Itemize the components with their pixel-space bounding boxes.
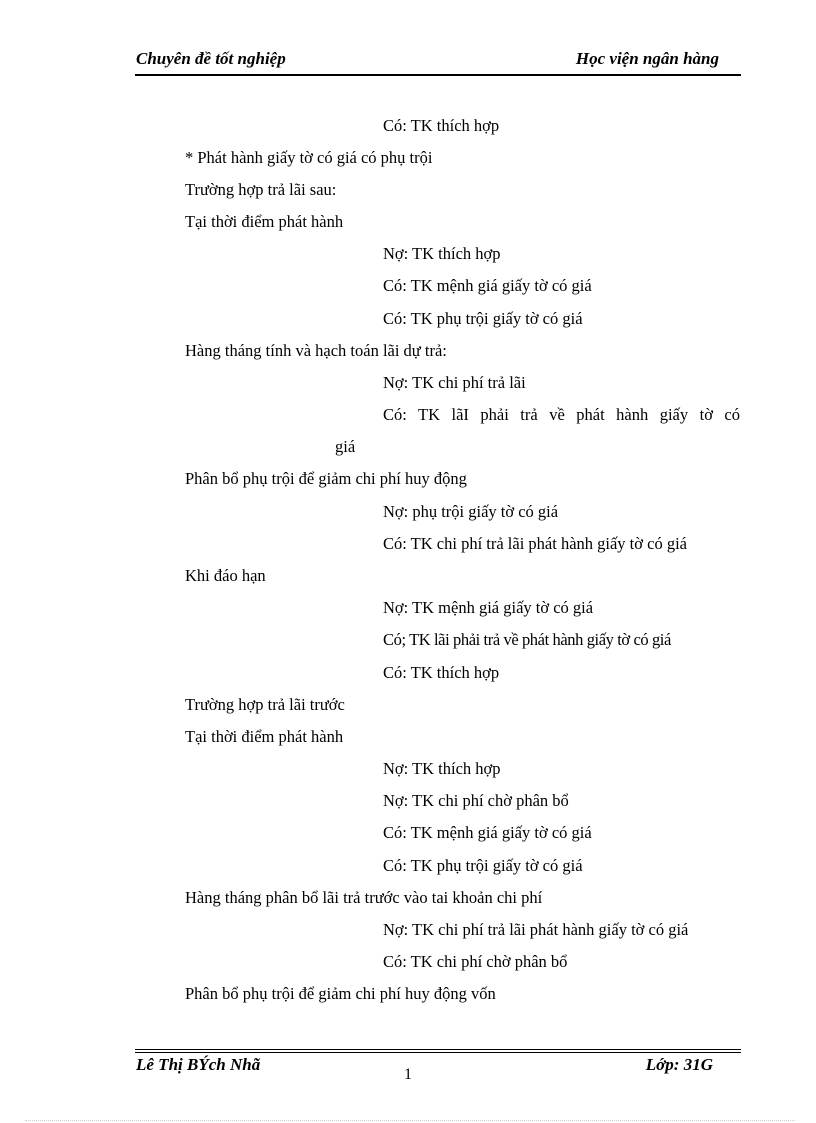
text-line: Hàng tháng tính và hạch toán lãi dự trả:: [185, 341, 447, 360]
footer-class: Lớp: 31G: [645, 1055, 713, 1074]
header-title-right: Học viện ngân hàng: [575, 49, 719, 68]
text-line: Nợ: TK thích hợp: [383, 244, 501, 263]
footer-author: Lê Thị BÝch Nhã: [136, 1055, 261, 1074]
text-line: Khi đáo hạn: [185, 566, 266, 585]
text-line: Tại thời điểm phát hành: [185, 727, 344, 746]
footer-rule: [135, 1052, 741, 1053]
text-line: Trường hợp trả lãi trước: [185, 695, 345, 714]
text-line: Hàng tháng phân bổ lãi trả trước vào tai khoản chi phí: [185, 888, 543, 907]
text-line: Có: TK mệnh giá giấy tờ có giá: [383, 823, 592, 842]
text-line: Nợ: TK chi phí trả lãi: [383, 373, 526, 392]
text-line: Nợ: TK thích hợp: [383, 759, 501, 778]
text-line: Trường hợp trả lãi sau:: [185, 180, 337, 199]
footer-rule: [135, 1049, 741, 1050]
text-line: Phân bổ phụ trội để giảm chi phí huy động: [185, 469, 467, 488]
page-footer: [135, 1049, 741, 1089]
text-line: Có: TK thích hợp: [383, 116, 500, 135]
text-line: Có; TK lãi phải trả về phát hành giấy tờ có giá: [383, 630, 671, 649]
text-line: Nợ: TK chi phí trả lãi phát hành giấy tờ có giá: [383, 920, 689, 939]
text-line: Có: TK phụ trội giấy tờ có giá: [383, 309, 583, 328]
text-line: Có: TK chi phí trả lãi phát hành giấy tờ có giá: [383, 534, 687, 553]
header-title-left: Chuyên đề tốt nghiệp: [136, 49, 286, 68]
page-number: 1: [404, 1066, 412, 1083]
text-line: * Phát hành giấy tờ có giá có phụ trội: [185, 148, 433, 167]
text-line: giá: [335, 437, 356, 456]
text-line: Có: TK phụ trội giấy tờ có giá: [383, 856, 583, 875]
text-line: Có: TK lãI phải trả về phát hành giấy tờ có: [383, 405, 740, 424]
page-edge-divider: [25, 1120, 795, 1121]
text-line: Có: TK mệnh giá giấy tờ có giá: [383, 276, 592, 295]
text-line: Tại thời điểm phát hành: [185, 212, 344, 231]
text-line: Có: TK chi phí chờ phân bổ: [383, 952, 568, 971]
text-line: Nợ: TK mệnh giá giấy tờ có giá: [383, 598, 594, 617]
text-line: Phân bổ phụ trội để giảm chi phí huy động vốn: [185, 984, 496, 1003]
page-header: [135, 48, 741, 76]
text-line: Nợ: phụ trội giấy tờ có giá: [383, 502, 559, 521]
text-line: Có: TK thích hợp: [383, 663, 500, 682]
text-line: Nợ: TK chi phí chờ phân bổ: [383, 791, 569, 810]
